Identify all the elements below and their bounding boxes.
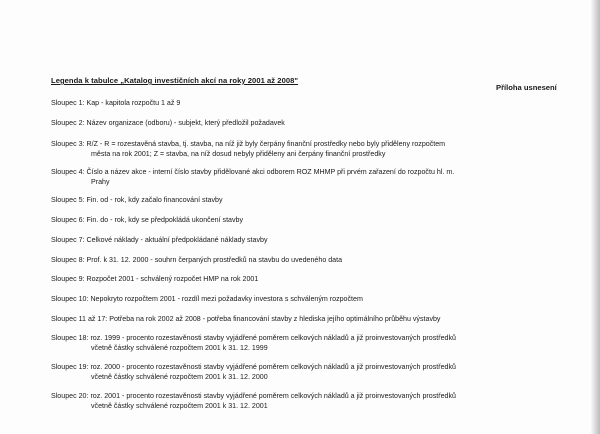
column-entry-10 (51, 294, 576, 304)
entry-line: Sloupec 7: Celkové náklady - aktuální předpokládané náklady stavby (51, 236, 268, 244)
entry-line: Sloupec 1: Kap - kapitola rozpočtu 1 až 9 (51, 99, 181, 107)
entry-line-continued: Prahy (91, 178, 110, 187)
column-entry-3 (51, 139, 576, 159)
entry-line-continued: města na rok 2001; Z = stavba, na níž dosud nebyly přiděleny ani čerpány finanční prostředky (91, 150, 386, 159)
entry-line-continued: včetně částky schválené rozpočtem 2001 k 31. 12. 2000 (91, 373, 268, 382)
legend-title: Legenda k tabulce „Katalog investičních akcí na roky 2001 až 2008" (51, 76, 299, 85)
scan-shadow-edge (590, 0, 600, 434)
entry-line: Sloupec 19: roz. 2000 - procento rozestavěnosti stavby vyjádřené poměrem celkových nákladů a již proinvestovaných prostředků (51, 363, 456, 371)
column-entry-4 (51, 167, 576, 187)
entry-line: Sloupec 8: Prof. k 31. 12. 2000 - souhrn čerpaných prostředků na stavbu do uvedeného data (51, 256, 343, 264)
entry-line: Sloupec 3: R/Z - R = rozestavěná stavba, tj. stavba, na níž již byly čerpány finanční prostředky nebo byly přiděleny rozpočtem (51, 140, 446, 148)
column-entry-19 (51, 362, 576, 382)
entry-line: Sloupec 20: roz. 2001 - procento rozestavěnosti stavby vyjádřené poměrem celkových nákladů a již proinvestovaných prostředků (51, 392, 456, 400)
entry-line: Sloupec 18: roz. 1999 - procento rozestavěnosti stavby vyjádřené poměrem celkových nákladů a již proinvestovaných prostředků (51, 334, 456, 342)
entry-line: Sloupec 10: Nepokryto rozpočtem 2001 - rozdíl mezi požadavky investora s schváleným rozpočtem (51, 295, 363, 303)
column-entry-2 (51, 118, 576, 128)
entry-line: Sloupec 11 až 17: Potřeba na rok 2002 až 2008 - potřeba financování stavby z hlediska jejího optimálního průběhu výstavby (51, 315, 441, 323)
entry-line-continued: včetně částky schválené rozpočtem 2001 k 31. 12. 2001 (91, 402, 268, 411)
entry-line-continued: včetně částky schválené rozpočtem 2001 k 31. 12. 1999 (91, 344, 268, 353)
entry-line: Sloupec 4: Číslo a název akce - interní číslo stavby přidělované akci odborem ROZ MHMP při prvém zařazení do rozpočtu hl. m. (51, 168, 455, 176)
column-entry-9 (51, 274, 576, 284)
entry-line: Sloupec 9: Rozpočet 2001 - schválený rozpočet HMP na rok 2001 (51, 275, 259, 283)
annex-label: Příloha usnesení (496, 83, 557, 92)
column-entry-8 (51, 255, 576, 265)
column-entry-6 (51, 215, 576, 225)
column-entry-7 (51, 235, 576, 245)
column-entry-11-17 (51, 314, 576, 324)
column-entry-20 (51, 391, 576, 411)
entry-line: Sloupec 2: Název organizace (odboru) - subjekt, který předložil požadavek (51, 119, 285, 127)
column-entry-1 (51, 98, 576, 108)
column-entry-5 (51, 195, 576, 205)
entry-line: Sloupec 5: Fin. od - rok, kdy začalo financování stavby (51, 196, 223, 204)
entry-line: Sloupec 6: Fin. do - rok, kdy se předpokládá ukončení stavby (51, 216, 244, 224)
column-entry-18 (51, 333, 576, 353)
